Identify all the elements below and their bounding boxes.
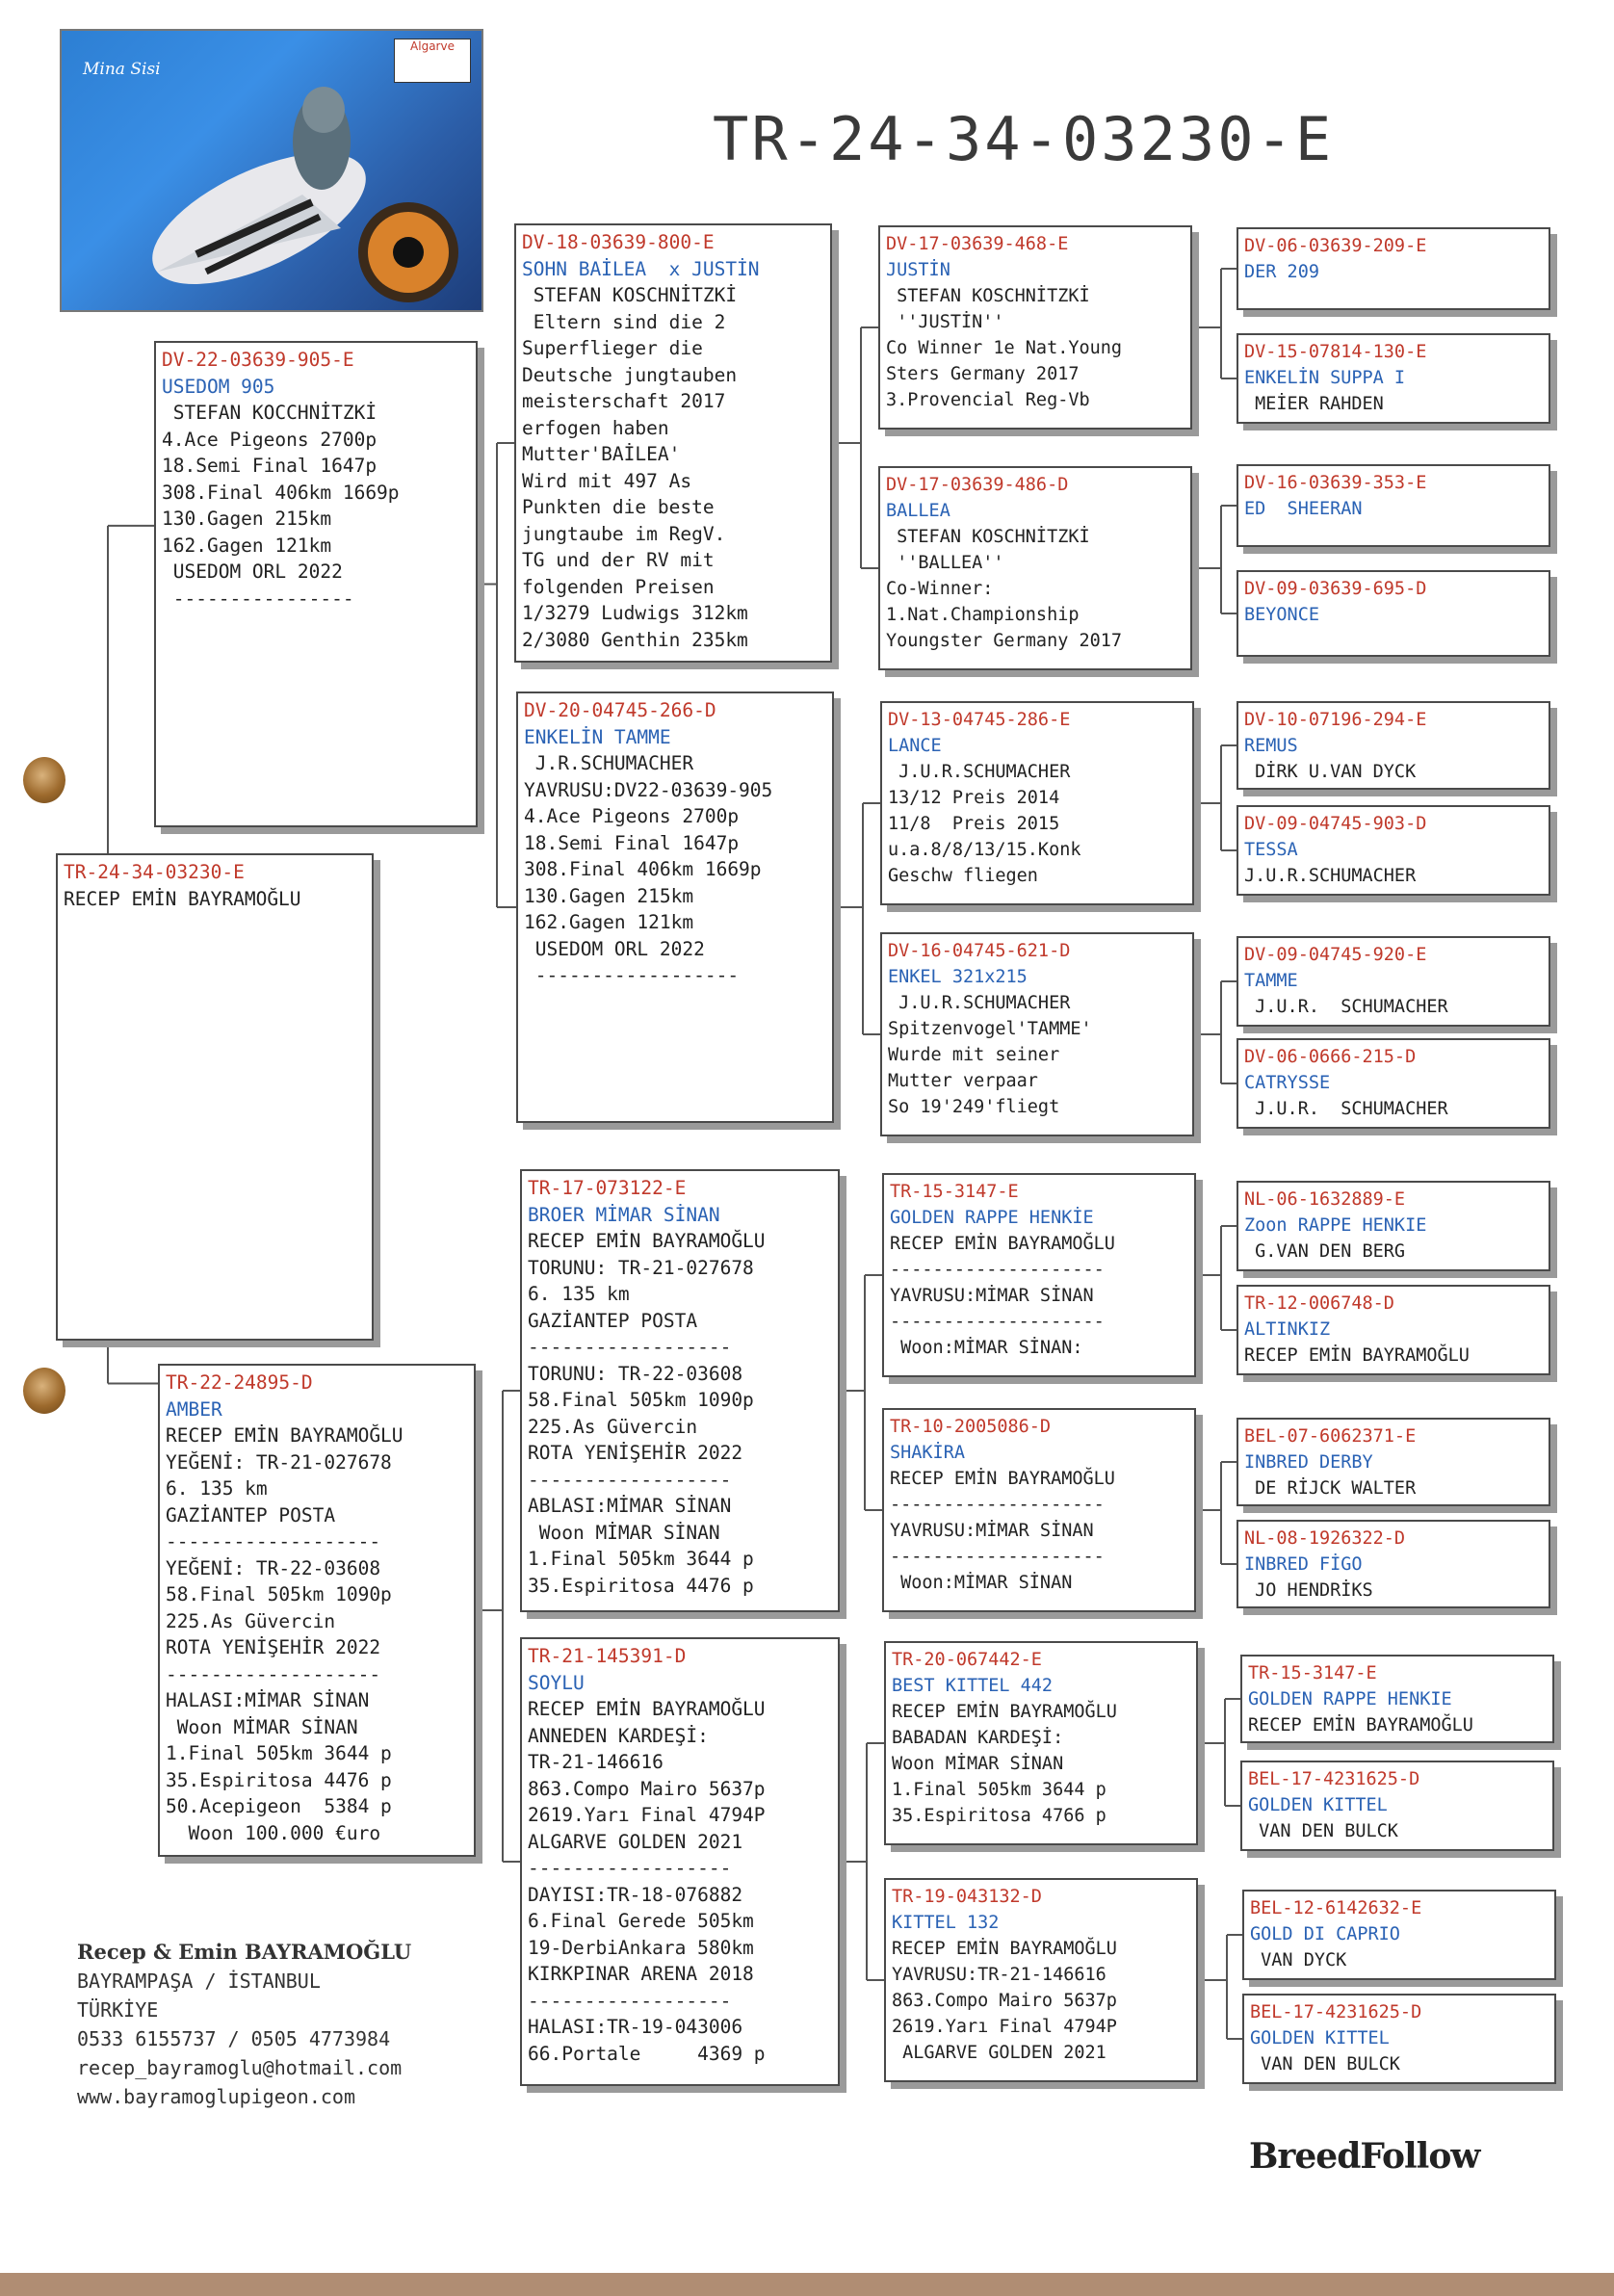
ring-number: TR-21-145391-D (528, 1645, 687, 1667)
pigeon-name: USEDOM 905 (162, 375, 275, 398)
info-line: 3.Provencial Reg-Vb (886, 390, 1090, 410)
pigeon-name: GOLDEN RAPPE HENKIE (1248, 1689, 1452, 1709)
info-line: STEFAN KOSCHNİTZKİ (886, 527, 1090, 547)
gg-card-4 (1237, 570, 1550, 657)
ring-number: DV-16-04745-621-D (888, 941, 1071, 961)
ring-number: TR-12-006748-D (1244, 1293, 1394, 1314)
info-line: Eltern sind die 2 (522, 310, 726, 333)
info-line: Woon 100.000 €uro (166, 1821, 381, 1844)
info-line: ------------------ (528, 1989, 732, 2012)
pigeon-name: ENKELİN TAMME (524, 725, 671, 748)
ring-number: BEL-12-6142632-E (1250, 1898, 1422, 1918)
gg-card-11 (1237, 1418, 1550, 1506)
sdd-card (880, 932, 1194, 1136)
info-line: J.U.R.SCHUMACHER (888, 762, 1071, 782)
ring-number: DV-20-04745-266-D (524, 699, 716, 721)
info-line: ------------------ (528, 1857, 732, 1879)
pigeon-name: REMUS (1244, 736, 1298, 756)
ring-number: DV-10-07196-294-E (1244, 710, 1427, 730)
gg-card-2 (1237, 333, 1550, 424)
dam-card (158, 1364, 476, 1857)
info-line: RECEP EMİN BAYRAMOĞLU (1244, 1345, 1470, 1366)
info-line: STEFAN KOSCHNİTZKİ (886, 286, 1090, 306)
info-line: ---------------- (162, 587, 354, 610)
info-line: 225.As Güvercin (528, 1415, 698, 1438)
ring-number: DV-06-03639-209-E (1244, 236, 1427, 256)
info-line: ROTA YENİŞEHİR 2022 (528, 1442, 743, 1464)
info-line: Woon:MİMAR SİNAN (890, 1573, 1073, 1593)
info-line: 13/12 Preis 2014 (888, 788, 1060, 808)
info-line: folgenden Preisen (522, 575, 715, 598)
sss-card (878, 225, 1192, 430)
info-line: -------------------- (890, 1495, 1105, 1515)
pigeon-name: BROER MİMAR SİNAN (528, 1203, 720, 1226)
sire-dam-card (516, 691, 834, 1123)
pigeon-name: GOLDEN KITTEL (1250, 2028, 1390, 2048)
pigeon-name: JUSTİN (886, 260, 950, 280)
info-line: Woon MİMAR SİNAN (528, 1521, 720, 1544)
pigeon-name: TESSA (1244, 840, 1298, 860)
pigeon-name: INBRED DERBY (1244, 1452, 1373, 1473)
info-line: 162.Gagen 121km (162, 534, 332, 557)
ring-number: DV-09-04745-920-E (1244, 945, 1427, 965)
info-line: VAN DEN BULCK (1248, 1821, 1398, 1841)
pigeon-name: AMBER (166, 1397, 222, 1421)
info-line: YAVRUSU:MİMAR SİNAN (890, 1521, 1094, 1541)
info-line: Co-Winner: (886, 579, 994, 599)
ring-number: TR-15-3147-E (1248, 1663, 1377, 1683)
breeder-city: BAYRAMPAŞA / İSTANBUL (77, 1970, 321, 1993)
info-line: YAVRUSU:MİMAR SİNAN (890, 1286, 1094, 1306)
sire-sire-card (514, 223, 832, 663)
info-line: 130.Gagen 215km (162, 508, 332, 530)
pigeon-name: BALLEA (886, 501, 950, 521)
info-line: RECEP EMİN BAYRAMOĞLU (528, 1230, 766, 1252)
page-title: TR-24-34-03230-E (713, 104, 1335, 174)
pigeon-name: GOLD DI CAPRIO (1250, 1924, 1400, 1944)
info-line: TG und der RV mit (522, 549, 715, 571)
ring-number: DV-22-03639-905-E (162, 349, 354, 371)
gg-card-12 (1237, 1520, 1550, 1608)
gg-card-16 (1242, 1994, 1556, 2084)
info-line: So 19'249'fliegt (888, 1097, 1060, 1117)
ring-number: DV-13-04745-286-E (888, 710, 1071, 730)
info-line: MEİER RAHDEN (1244, 394, 1384, 414)
info-line: 58.Final 505km 1090p (166, 1583, 392, 1605)
pigeon-name: BEYONCE (1244, 605, 1319, 625)
info-line: ROTA YENİŞEHİR 2022 (166, 1636, 381, 1658)
info-line: 1/3279 Ludwigs 312km (522, 602, 748, 624)
info-line: 6.Final Gerede 505km (528, 1910, 754, 1932)
info-line: 130.Gagen 215km (524, 884, 694, 907)
info-line: KIRKPINAR ARENA 2018 (528, 1963, 754, 1985)
pigeon-name: GOLDEN KITTEL (1248, 1795, 1388, 1815)
info-line: ------------------ (528, 1468, 732, 1491)
info-line: Punkten die beste (522, 496, 715, 518)
info-line: 6. 135 km (528, 1283, 630, 1305)
info-line: RECEP EMİN BAYRAMOĞLU (890, 1234, 1115, 1254)
gg-card-9 (1237, 1181, 1550, 1271)
info-line: 50.Acepigeon 5384 p (166, 1795, 392, 1817)
info-line: ------------------ (528, 1336, 732, 1358)
ring-number: TR-15-3147-E (890, 1182, 1019, 1202)
pigeon-name: RECEP EMİN BAYRAMOĞLU (64, 887, 301, 910)
info-line: TR-21-146616 (528, 1751, 664, 1773)
photo-brand: Mina Sisi (83, 60, 161, 79)
gg-card-1 (1237, 227, 1550, 310)
dam-dam-card (520, 1637, 840, 2086)
info-line: VAN DYCK (1250, 1950, 1347, 1970)
ring-number: BEL-07-6062371-E (1244, 1426, 1417, 1447)
gg-card-14 (1240, 1761, 1554, 1851)
info-line: 1.Final 505km 3644 p (166, 1742, 392, 1764)
info-line: 863.Compo Mairo 5637p (892, 1991, 1117, 2011)
info-line: Youngster Germany 2017 (886, 631, 1123, 651)
info-line: 4.Ace Pigeons 2700p (524, 805, 740, 827)
gg-card-8 (1237, 1038, 1550, 1129)
info-line: Sters Germany 2017 (886, 364, 1080, 384)
info-line: 1.Final 505km 3644 p (892, 1780, 1106, 1800)
breeder-website[interactable]: www.bayramoglupigeon.com (77, 2085, 355, 2108)
info-line: 225.As Güvercin (166, 1609, 336, 1632)
ring-number: TR-17-073122-E (528, 1177, 687, 1199)
ring-number: DV-09-03639-695-D (1244, 579, 1427, 599)
info-line: ALGARVE GOLDEN 2021 (892, 2043, 1106, 2063)
info-line: TORUNU: TR-22-03608 (528, 1362, 743, 1385)
info-line: -------------------- (890, 1547, 1105, 1567)
info-line: J.U.R. SCHUMACHER (1244, 997, 1448, 1017)
gg-card-15 (1242, 1890, 1556, 1980)
info-line: ALGARVE GOLDEN 2021 (528, 1830, 743, 1853)
info-line: -------------------- (890, 1260, 1105, 1280)
info-line: DAYISI:TR-18-076882 (528, 1883, 743, 1906)
breeder-phones: 0533 6155737 / 0505 4773984 (77, 2027, 391, 2050)
pigeon-name: ENKELİN SUPPA I (1244, 368, 1406, 388)
info-line: 6. 135 km (166, 1477, 268, 1500)
ring-number: BEL-17-4231625-D (1248, 1769, 1420, 1789)
gg-card-13 (1240, 1655, 1554, 1743)
info-line: ''JUSTİN'' (886, 312, 1004, 332)
info-line: RECEP EMİN BAYRAMOĞLU (166, 1424, 404, 1447)
pigeon-name: ED SHEERAN (1244, 499, 1363, 519)
info-line: YAVRUSU:DV22-03639-905 (524, 778, 773, 801)
info-line: Geschw fliegen (888, 866, 1038, 886)
info-line: YEĞENİ: TR-22-03608 (166, 1556, 381, 1579)
info-line: Woon:MİMAR SİNAN: (890, 1338, 1083, 1358)
info-line: Superflieger die (522, 337, 703, 359)
info-line: ------------------ (524, 964, 740, 986)
info-line: J.U.R.SCHUMACHER (888, 993, 1071, 1013)
info-line: 2619.Yarı Final 4794P (892, 2017, 1117, 2037)
breeder-country: TÜRKİYE (77, 1998, 159, 2022)
info-line: BABADAN KARDEŞİ: (892, 1728, 1064, 1748)
info-line: u.a.8/8/13/15.Konk (888, 840, 1081, 860)
breeder-contact (77, 1938, 411, 2111)
ddd-card (884, 1878, 1198, 2082)
info-line: DE RİJCK WALTER (1244, 1478, 1417, 1499)
ring-number: TR-20-067442-E (892, 1650, 1042, 1670)
ring-number: DV-17-03639-486-D (886, 475, 1069, 495)
info-line: -------------------- (890, 1312, 1105, 1332)
pigeon-name: CATRYSSE (1244, 1073, 1331, 1093)
info-line: STEFAN KOSCHNİTZKİ (522, 284, 738, 306)
ring-number: TR-24-34-03230-E (64, 861, 245, 883)
info-line: 11/8 Preis 2015 (888, 814, 1060, 834)
info-line: RECEP EMİN BAYRAMOĞLU (1248, 1715, 1473, 1735)
info-line: 1.Final 505km 3644 p (528, 1548, 754, 1570)
info-line: J.U.R.SCHUMACHER (1244, 866, 1417, 886)
info-line: RECEP EMİN BAYRAMOĞLU (528, 1698, 766, 1720)
info-line: RECEP EMİN BAYRAMOĞLU (892, 1702, 1117, 1722)
ring-number: DV-17-03639-468-E (886, 234, 1069, 254)
ring-number: DV-09-04745-903-D (1244, 814, 1427, 834)
info-line: 58.Final 505km 1090p (528, 1389, 754, 1411)
subject-card (56, 853, 374, 1341)
info-line: Wurde mit seiner (888, 1045, 1060, 1065)
info-line: 162.Gagen 121km (524, 911, 694, 933)
info-line: 18.Semi Final 1647p (524, 831, 740, 854)
info-line: Co Winner 1e Nat.Young (886, 338, 1123, 358)
dsd-card (882, 1408, 1196, 1612)
pigeon-name: ALTINKIZ (1244, 1319, 1331, 1340)
info-line: ------------------- (166, 1662, 381, 1685)
sds-card (880, 701, 1194, 905)
info-line: 18.Semi Final 1647p (162, 455, 377, 477)
pigeon-name: SHAKİRA (890, 1443, 965, 1463)
pigeon-name: GOLDEN RAPPE HENKİE (890, 1208, 1094, 1228)
gg-card-5 (1237, 701, 1550, 790)
info-line: YAVRUSU:TR-21-146616 (892, 1965, 1106, 1985)
pigeon-name: LANCE (888, 736, 942, 756)
breeder-name: Recep & Emin BAYRAMOĞLU (77, 1940, 412, 1964)
info-line: 2619.Yarı Final 4794P (528, 1804, 766, 1826)
info-line: 308.Final 406km 1669p (524, 858, 762, 880)
pigeon-name: SOHN BAİLEA x JUSTİN (522, 257, 760, 280)
info-line: GAZİANTEP POSTA (528, 1309, 698, 1332)
info-line: Mutter verpaar (888, 1071, 1038, 1091)
info-line: HALASI:TR-19-043006 (528, 2016, 743, 2038)
ring-number: DV-06-0666-215-D (1244, 1047, 1417, 1067)
info-line: STEFAN KOCCHNİTZKİ (162, 402, 377, 424)
sire-card (154, 341, 478, 827)
info-line: erfogen haben (522, 416, 669, 439)
info-line: ''BALLEA'' (886, 553, 1004, 573)
info-line: Woon MİMAR SİNAN (892, 1754, 1064, 1774)
ring-number: DV-15-07814-130-E (1244, 342, 1427, 362)
dss-card (882, 1173, 1196, 1377)
info-line: DİRK U.VAN DYCK (1244, 762, 1417, 782)
info-line: 35.Espiritosa 4476 p (166, 1768, 392, 1791)
gg-card-6 (1237, 805, 1550, 896)
info-line: TORUNU: TR-21-027678 (528, 1256, 754, 1279)
info-line: 308.Final 406km 1669p (162, 481, 400, 504)
ring-number: DV-16-03639-353-E (1244, 473, 1427, 493)
info-line: JO HENDRİKS (1244, 1580, 1373, 1601)
ring-number: NL-06-1632889-E (1244, 1189, 1406, 1210)
ring-number: TR-22-24895-D (166, 1371, 313, 1394)
info-line: Spitzenvogel'TAMME' (888, 1019, 1092, 1039)
ring-number: NL-08-1926322-D (1244, 1528, 1406, 1549)
pigeon-name: INBRED FİGO (1244, 1554, 1363, 1575)
info-line: ------------------- (166, 1530, 381, 1552)
info-line: meisterschaft 2017 (522, 390, 726, 412)
ring-number: TR-19-043132-D (892, 1887, 1042, 1907)
info-line: Woon MİMAR SİNAN (166, 1715, 358, 1738)
ring-number: DV-18-03639-800-E (522, 231, 715, 253)
info-line: 2/3080 Genthin 235km (522, 628, 748, 651)
info-line: RECEP EMİN BAYRAMOĞLU (892, 1939, 1117, 1959)
pigeon-name: BEST KITTEL 442 (892, 1676, 1054, 1696)
dam-sire-card (520, 1169, 840, 1612)
info-line: J.R.SCHUMACHER (524, 752, 694, 774)
gg-card-7 (1237, 936, 1550, 1027)
info-line: HALASI:MİMAR SİNAN (166, 1689, 370, 1711)
info-line: jungtaube im RegV. (522, 522, 726, 545)
breedfollow-watermark: BreedFollow (1249, 2136, 1480, 2177)
info-line: ANNEDEN KARDEŞİ: (528, 1724, 709, 1747)
dds-card (884, 1641, 1198, 1845)
info-line: G.VAN DEN BERG (1244, 1241, 1406, 1262)
info-line: J.U.R. SCHUMACHER (1244, 1099, 1448, 1119)
info-line: 35.Espiritosa 4476 p (528, 1574, 754, 1597)
info-line: Mutter'BAİLEA' (522, 443, 681, 465)
info-line: 1.Nat.Championship (886, 605, 1080, 625)
info-line: 66.Portale 4369 p (528, 2042, 766, 2065)
ring-number: BEL-17-4231625-D (1250, 2002, 1422, 2022)
pigeon-name: Zoon RAPPE HENKIE (1244, 1215, 1427, 1236)
info-line: Wird mit 497 As (522, 469, 692, 492)
info-line: Deutsche jungtauben (522, 363, 738, 386)
info-line: USEDOM ORL 2022 (162, 561, 343, 583)
info-line: VAN DEN BULCK (1250, 2054, 1400, 2074)
pigeon-name: KITTEL 132 (892, 1913, 1000, 1933)
info-line: YEĞENİ: TR-21-027678 (166, 1450, 392, 1474)
gg-card-10 (1237, 1285, 1550, 1375)
ssd-card (878, 466, 1192, 670)
ring-number: TR-10-2005086-D (890, 1417, 1052, 1437)
pigeon-name: DER 209 (1244, 262, 1319, 282)
info-line: RECEP EMİN BAYRAMOĞLU (890, 1469, 1115, 1489)
gg-card-3 (1237, 464, 1550, 547)
info-line: USEDOM ORL 2022 (524, 937, 705, 960)
info-line: 19-DerbiAnkara 580km (528, 1936, 754, 1959)
info-line: ABLASI:MİMAR SİNAN (528, 1495, 732, 1517)
pigeon-name: TAMME (1244, 971, 1298, 991)
pigeon-name: SOYLU (528, 1671, 585, 1694)
info-line: 35.Espiritosa 4766 p (892, 1806, 1106, 1826)
info-line: 4.Ace Pigeons 2700p (162, 428, 377, 451)
photo-badge: Algarve (394, 39, 471, 83)
breeder-email[interactable]: recep_bayramoglu@hotmail.com (77, 2056, 403, 2079)
info-line: 863.Compo Mairo 5637p (528, 1777, 766, 1800)
pigeon-name: ENKEL 321x215 (888, 967, 1028, 987)
info-line: GAZİANTEP POSTA (166, 1503, 336, 1526)
